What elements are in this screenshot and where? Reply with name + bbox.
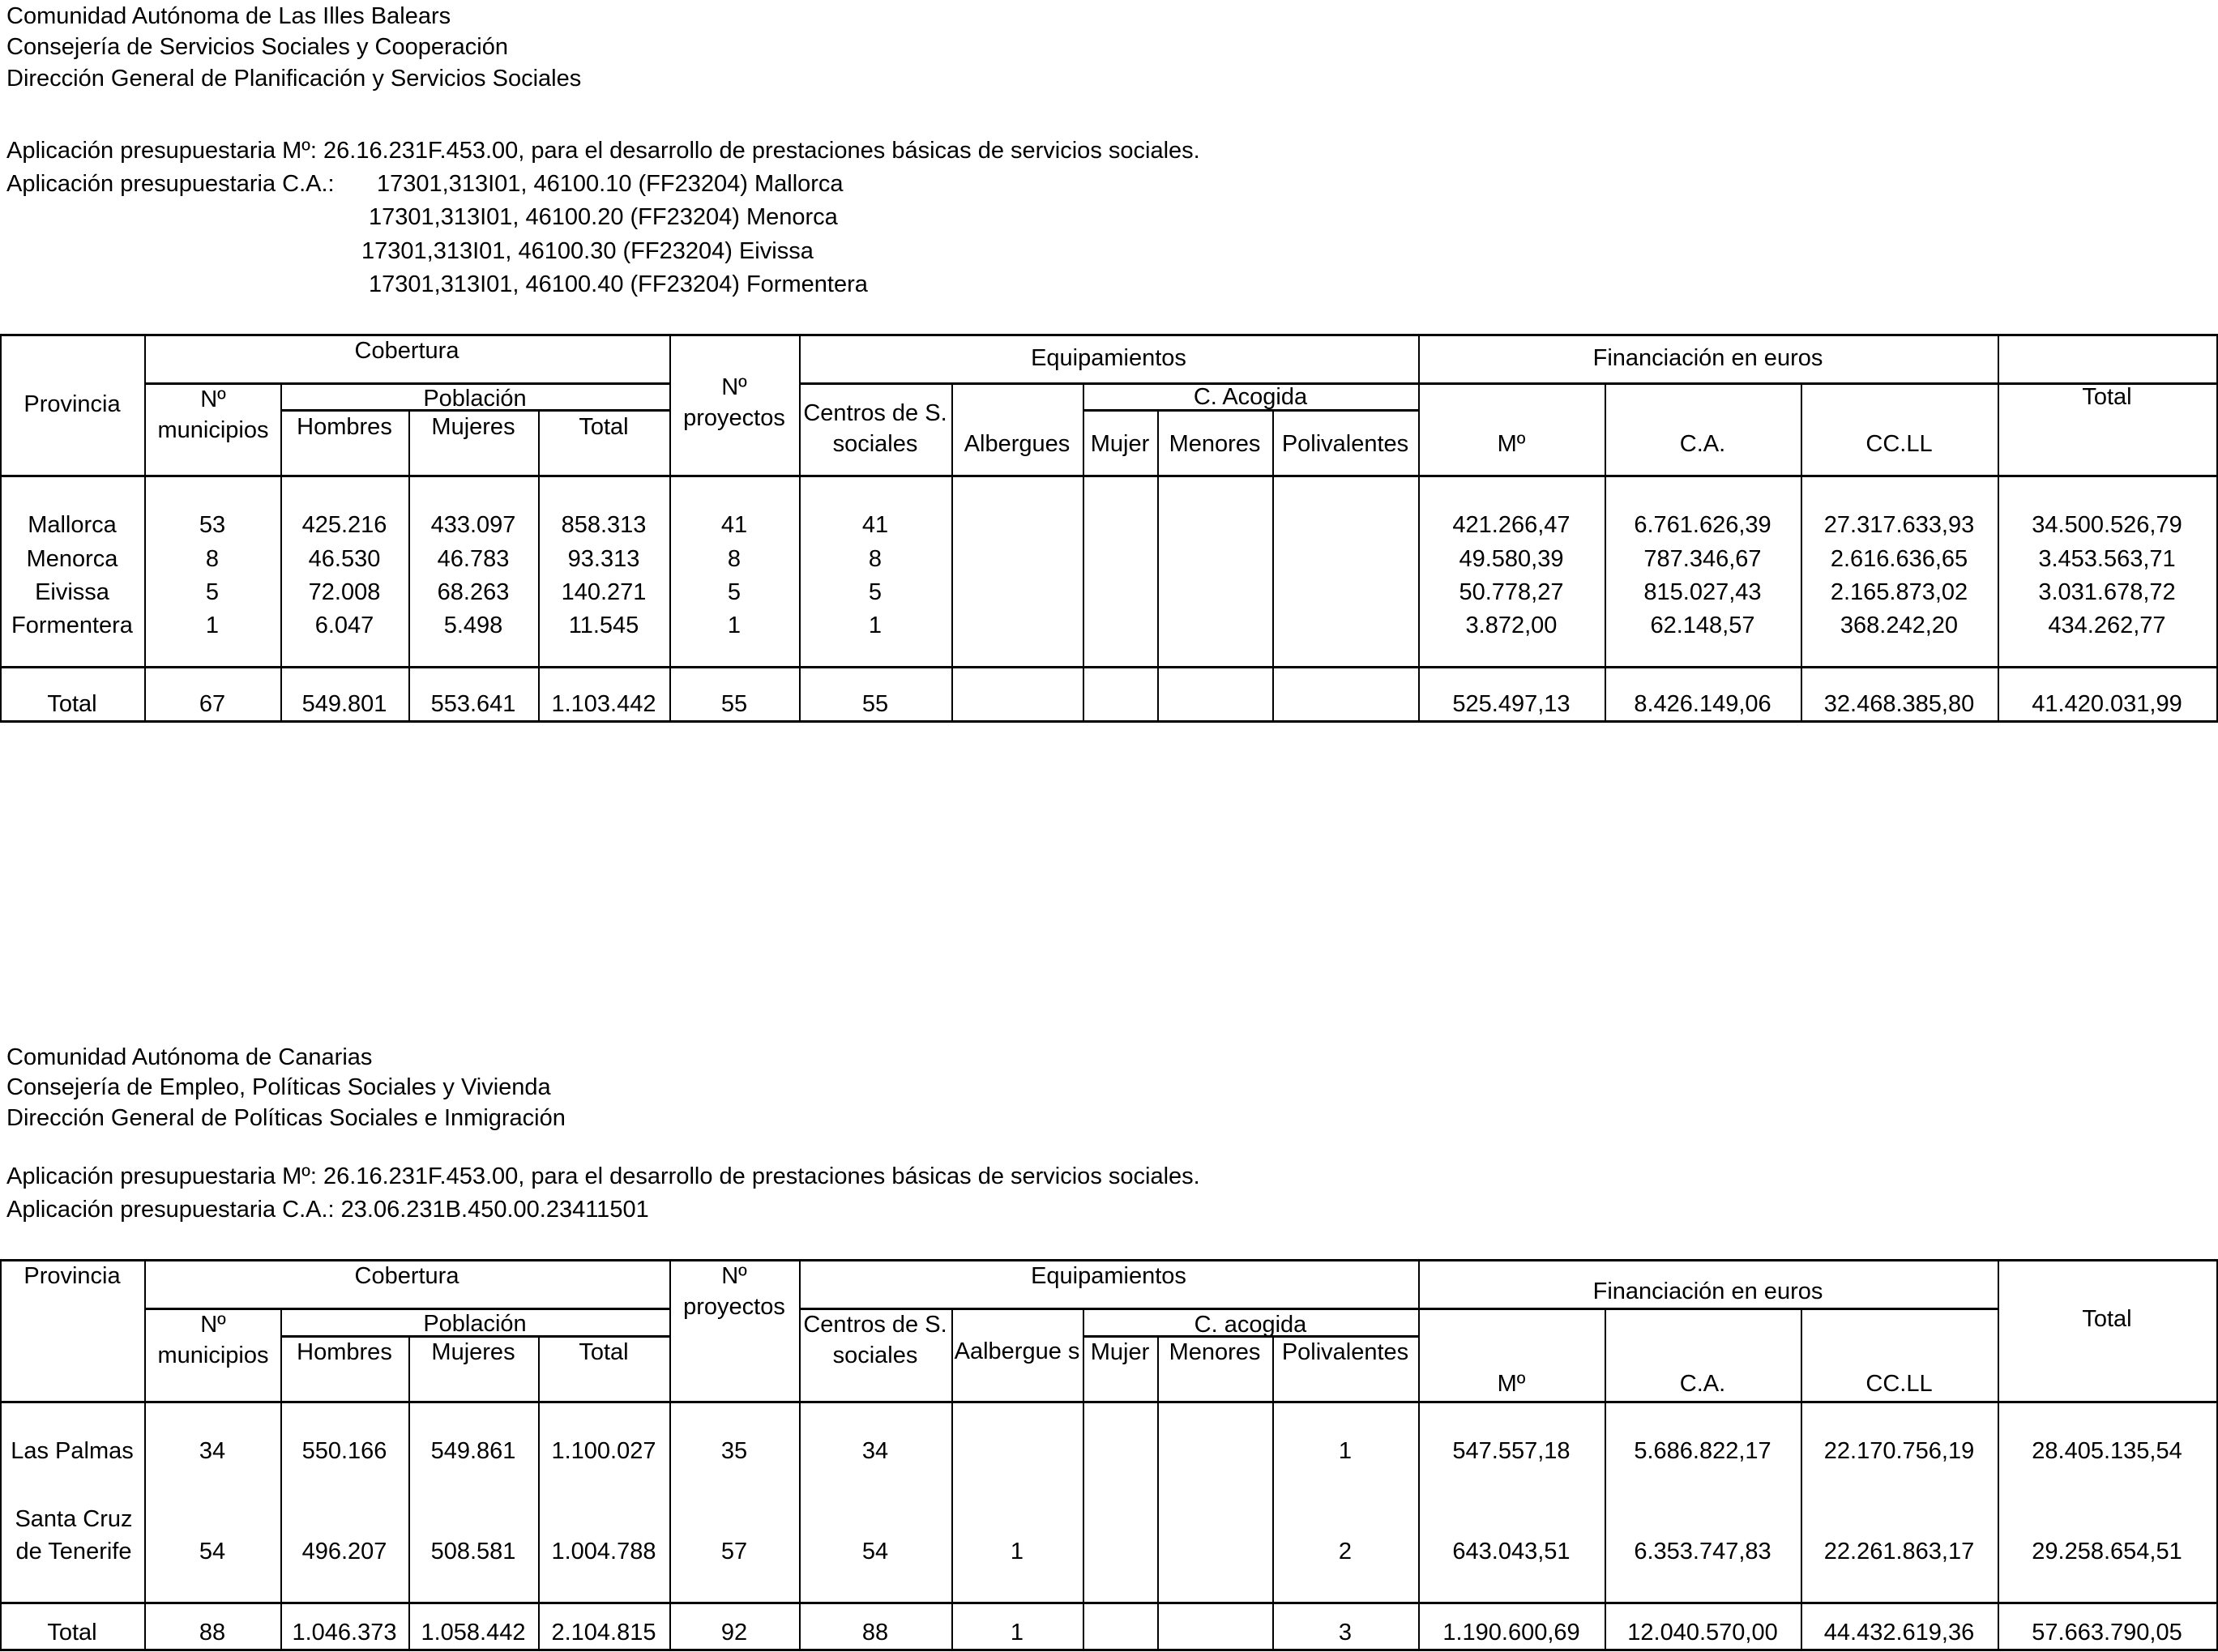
cell-mujeres: 549.861 — [430, 1438, 516, 1464]
cell-mujeres: 5.498 — [443, 613, 503, 638]
cell-proyectos: 57 — [720, 1539, 748, 1564]
cell-ccll: 2.165.873,02 — [1830, 579, 1968, 605]
header-c-acogida: C. Acogida — [1193, 384, 1308, 410]
cell-provincia: Formentera — [11, 613, 133, 638]
header-cobertura: Cobertura — [354, 1263, 459, 1289]
header-ccll: CC.LL — [1865, 1371, 1933, 1397]
header-cobertura: Cobertura — [354, 338, 459, 364]
cell-municipios: 8 — [205, 546, 220, 572]
header-provincia: Provincia — [24, 391, 121, 417]
cell-total-euros: 57.663.790,05 — [2032, 1620, 2182, 1646]
cell-ccll: 22.261.863,17 — [1823, 1539, 1975, 1564]
cell-hombres: 550.166 — [301, 1438, 387, 1464]
header-equipamientos: Equipamientos — [1031, 1263, 1186, 1289]
cell-centros: 8 — [868, 546, 882, 572]
header-n-proyectos: Nº proyectos — [683, 374, 785, 431]
cell-ccll: 22.170.756,19 — [1823, 1438, 1975, 1464]
header-centros: Centros de S. sociales — [803, 1312, 947, 1368]
cell-m: 525.497,13 — [1452, 691, 1571, 717]
cell-proyectos: 5 — [727, 579, 741, 605]
cell-total: 1.100.027 — [551, 1438, 656, 1464]
cell-proyectos: 41 — [720, 512, 748, 538]
header-albergues: Albergues — [964, 431, 1071, 457]
cell-m: 1.190.600,69 — [1442, 1620, 1580, 1646]
budget-line-ca: 17301,313I01, 46100.10 (FF23204) Mallorca — [377, 171, 844, 197]
cell-municipios: 67 — [199, 691, 226, 717]
cell-ccll: 27.317.633,93 — [1823, 512, 1975, 538]
header-equipamientos: Equipamientos — [1031, 345, 1186, 371]
cell-hombres: 72.008 — [308, 579, 381, 605]
cell-proyectos: 92 — [720, 1620, 748, 1646]
cell-hombres: 46.530 — [308, 546, 381, 572]
cell-m: 3.872,00 — [1465, 613, 1558, 638]
header-mujeres: Mujeres — [431, 1339, 515, 1365]
header-menores: Menores — [1169, 1339, 1261, 1365]
budget-line-ca-label: Aplicación presupuestaria C.A.: — [6, 171, 335, 197]
cell-total-euros: 3.031.678,72 — [2038, 579, 2176, 605]
header-polivalentes: Polivalentes — [1281, 431, 1409, 457]
cell-centros: 41 — [861, 512, 889, 538]
cell-ccll: 44.432.619,36 — [1823, 1620, 1975, 1646]
header-m: Mº — [1497, 1371, 1526, 1397]
cell-proyectos: 1 — [727, 613, 741, 638]
cell-polivalentes: 1 — [1338, 1438, 1353, 1464]
cell-centros: 54 — [861, 1539, 889, 1564]
cell-provincia: Total — [47, 1620, 97, 1646]
cell-m: 50.778,27 — [1459, 579, 1564, 605]
cell-mujeres: 508.581 — [430, 1539, 516, 1564]
cell-total-euros: 34.500.526,79 — [2032, 512, 2182, 538]
header-hombres: Hombres — [297, 1339, 392, 1365]
cell-polivalentes: 2 — [1338, 1539, 1353, 1564]
cell-mujeres: 1.058.442 — [421, 1620, 526, 1646]
cell-ca: 6.761.626,39 — [1634, 512, 1771, 538]
cell-provincia: Total — [47, 691, 97, 717]
header-financiacion: Financiación en euros — [1592, 1278, 1823, 1304]
budget-line-m: Aplicación presupuestaria Mº: 26.16.231F.453.00, para el desarrollo de prestaciones básicas de servicios sociales. — [6, 1163, 1200, 1189]
cell-mujeres: 46.783 — [437, 546, 510, 572]
header-centros: Centros de S. sociales — [803, 400, 947, 457]
cell-total: 2.104.815 — [551, 1620, 656, 1646]
cell-centros: 88 — [861, 1620, 889, 1646]
header-polivalentes: Polivalentes — [1281, 1339, 1409, 1365]
header-line: Dirección General de Políticas Sociales e Inmigración — [6, 1105, 566, 1131]
cell-centros: 5 — [868, 579, 882, 605]
cell-municipios: 1 — [205, 613, 220, 638]
cell-hombres: 425.216 — [301, 512, 387, 538]
header-menores: Menores — [1169, 431, 1261, 457]
cell-proyectos: 35 — [720, 1438, 748, 1464]
cell-centros: 55 — [861, 691, 889, 717]
header-n-municipios: Nº municipios — [157, 1312, 269, 1368]
cell-ca: 8.426.149,06 — [1634, 691, 1771, 717]
header-ca: C.A. — [1679, 431, 1726, 457]
cell-total: 140.271 — [561, 579, 647, 605]
header-financiacion: Financiación en euros — [1592, 345, 1823, 371]
cell-provincia: Eivissa — [35, 579, 109, 605]
header-line: Comunidad Autónoma de Canarias — [6, 1044, 373, 1070]
cell-m: 547.557,18 — [1452, 1438, 1571, 1464]
cell-centros: 34 — [861, 1438, 889, 1464]
budget-line-ca: 17301,313I01, 46100.40 (FF23204) Formentera — [369, 271, 868, 297]
cell-proyectos: 8 — [727, 546, 741, 572]
cell-m: 421.266,47 — [1452, 512, 1571, 538]
cell-provincia: Las Palmas — [11, 1438, 134, 1464]
header-mujer: Mujer — [1090, 431, 1150, 457]
cell-total-euros: 434.262,77 — [2048, 613, 2166, 638]
cell-ca: 6.353.747,83 — [1634, 1539, 1771, 1564]
cell-mujeres: 433.097 — [430, 512, 516, 538]
header-total: Total — [579, 1339, 629, 1365]
header-total-euros: Total — [2082, 1306, 2132, 1332]
header-line: Consejería de Empleo, Políticas Sociales y Vivienda — [6, 1074, 551, 1100]
cell-total: 11.545 — [568, 613, 639, 638]
header-albergues: Aalbergue s — [954, 1338, 1080, 1364]
cell-provincia: Menorca — [26, 546, 118, 572]
header-hombres: Hombres — [297, 414, 392, 440]
header-mujeres: Mujeres — [431, 414, 515, 440]
cell-hombres: 1.046.373 — [292, 1620, 397, 1646]
cell-municipios: 88 — [199, 1620, 226, 1646]
header-total-euros: Total — [2082, 384, 2132, 410]
cell-proyectos: 55 — [720, 691, 748, 717]
cell-ca: 62.148,57 — [1650, 613, 1755, 638]
cell-total: 1.103.442 — [551, 691, 656, 717]
cell-provincia: Santa Cruz de Tenerife — [15, 1506, 133, 1564]
budget-line-m: Aplicación presupuestaria Mº: 26.16.231F.453.00, para el desarrollo de prestaciones básicas de servicios sociales. — [6, 138, 1200, 164]
cell-mujeres: 553.641 — [430, 691, 516, 717]
header-poblacion: Población — [423, 386, 527, 412]
cell-ca: 12.040.570,00 — [1627, 1620, 1778, 1646]
cell-ccll: 32.468.385,80 — [1823, 691, 1975, 717]
budget-line-ca: 17301,313I01, 46100.20 (FF23204) Menorca — [369, 204, 838, 230]
cell-centros: 1 — [868, 613, 882, 638]
header-ca: C.A. — [1679, 1371, 1726, 1397]
header-poblacion: Población — [423, 1311, 527, 1337]
header-line: Dirección General de Planificación y Servicios Sociales — [6, 66, 582, 92]
budget-line-ca: Aplicación presupuestaria C.A.: 23.06.231B.450.00.23411501 — [6, 1197, 649, 1223]
header-provincia: Provincia — [24, 1263, 121, 1289]
cell-hombres: 549.801 — [301, 691, 387, 717]
cell-ccll: 2.616.636,65 — [1830, 546, 1968, 572]
cell-ccll: 368.242,20 — [1840, 613, 1959, 638]
cell-total-euros: 41.420.031,99 — [2032, 691, 2182, 717]
cell-total: 93.313 — [567, 546, 640, 572]
header-n-proyectos: Nº proyectos — [683, 1263, 785, 1320]
header-mujer: Mujer — [1090, 1339, 1150, 1365]
cell-total-euros: 3.453.563,71 — [2038, 546, 2176, 572]
cell-total: 858.313 — [561, 512, 647, 538]
cell-municipios: 34 — [199, 1438, 226, 1464]
cell-provincia: Mallorca — [28, 512, 117, 538]
header-ccll: CC.LL — [1865, 431, 1933, 457]
cell-ca: 815.027,43 — [1643, 579, 1762, 605]
header-total: Total — [579, 414, 629, 440]
header-line: Comunidad Autónoma de Las Illes Balears — [6, 3, 451, 29]
header-c-acogida: C. acogida — [1194, 1312, 1307, 1338]
cell-hombres: 6.047 — [314, 613, 374, 638]
cell-albergues: 1 — [1010, 1539, 1024, 1564]
cell-municipios: 53 — [199, 512, 226, 538]
header-m: Mº — [1497, 431, 1526, 457]
header-n-municipios: Nº municipios — [157, 386, 269, 443]
cell-municipios: 54 — [199, 1539, 226, 1564]
cell-total: 1.004.788 — [551, 1539, 656, 1564]
cell-m: 643.043,51 — [1452, 1539, 1571, 1564]
cell-municipios: 5 — [205, 579, 220, 605]
budget-line-ca: 17301,313I01, 46100.30 (FF23204) Eivissa — [361, 238, 814, 264]
cell-ca: 787.346,67 — [1643, 546, 1762, 572]
cell-polivalentes: 3 — [1338, 1620, 1353, 1646]
cell-albergues: 1 — [1010, 1620, 1024, 1646]
cell-ca: 5.686.822,17 — [1634, 1438, 1771, 1464]
cell-mujeres: 68.263 — [437, 579, 510, 605]
cell-total-euros: 28.405.135,54 — [2032, 1438, 2182, 1464]
cell-total-euros: 29.258.654,51 — [2032, 1539, 2182, 1564]
cell-m: 49.580,39 — [1459, 546, 1564, 572]
cell-hombres: 496.207 — [301, 1539, 387, 1564]
header-line: Consejería de Servicios Sociales y Cooperación — [6, 34, 508, 60]
